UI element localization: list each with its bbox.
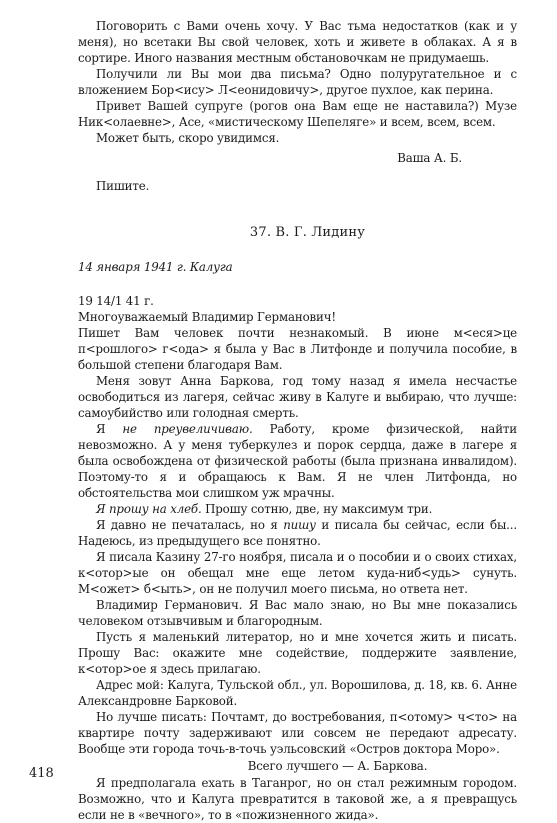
letter-dateline: 14 января 1941 г. Калуга — [78, 260, 233, 274]
emphasis: пишу — [283, 518, 316, 532]
paragraph: Я предполагала ехать в Таганрог, но он стал режимным городом. Возможно, что и Калуга превратится в таковой же, а я превращусь если не в «вечного», то в «пожизненного жида». — [78, 776, 517, 822]
text-run: Я давно не печаталась, но я — [96, 518, 284, 532]
page-body — [78, 18, 517, 823]
emphasis: Я прошу на хлеб. — [96, 502, 202, 516]
paragraph: Я писала Казину 27-го ноября, писала и о пособии и о своих стихах, к<отор>ые он обещал мне еще летом куда-ниб<удь> сунуть. М<ожет> б<ыть>, он не получил моего письма, но ответа нет. — [78, 550, 517, 596]
paragraph — [78, 517, 517, 549]
emphasis: не преувеличиваю. — [122, 422, 253, 436]
signature: Ваша А. Б. — [397, 151, 462, 165]
paragraph: Владимир Германович. Я Вас мало знаю, но Вы мне показались человеком отзывчивым и благородным. — [78, 598, 517, 628]
paragraph: Получили ли Вы мои два письма? Одно полуругательное и с вложением Бор<ису> Л<еонидовичу>, другое пухлое, как перина. — [78, 67, 517, 97]
paragraph: Но лучше писать: Почтамт, до востребования, п<отому> ч<то> на квартире почту задерживают или совсем не передают адресату. Вообще эти города точь-в-точь уэльсовский «Остров доктора Моро». — [78, 710, 517, 756]
letter-date: 19 14/1 41 г. — [78, 294, 154, 308]
page-number: 418 — [29, 766, 54, 781]
text-run: Я — [96, 422, 123, 436]
text-run: Прошу сотню, две, ну максимум три. — [201, 502, 433, 516]
text-run: и писала бы сейчас, если бы... Надеюсь, из предыдущего все понятно. — [78, 518, 517, 548]
paragraph: Пусть я маленький литератор, но и мне хочется жить и писать. Прошу Вас: окажите мне содействие, поддержите заявление, к<отор>ое я здесь прилагаю. — [78, 630, 517, 676]
letter-greeting: Многоуважаемый Владимир Германович! — [78, 310, 336, 324]
paragraph: Пишет Вам человек почти незнакомый. В июне м<еся>це п<рошлого> г<ода> я была у Вас в Литфонде и получила пособие, в большой степени благодаря Вам. — [78, 326, 517, 372]
paragraph — [78, 421, 517, 501]
paragraph: Поговорить с Вами очень хочу. У Вас тьма недостатков (как и у меня), но всетаки Вы свой человек, хоть и живете в облаках. А я в сортире. Иного названия местным обстановочкам не придумаешь. — [78, 19, 517, 65]
paragraph: Адрес мой: Калуга, Тульской обл., ул. Ворошилова, д. 18, кв. 6. Анне Александровне Барковой. — [78, 678, 517, 708]
postscript: Пишите. — [96, 179, 150, 193]
text-run: Работу, кроме физической, найти невозможно. А у меня туберкулез и порок сердца, даже в лагере я была освобождена от физической работы (была признана инвалидом). Поэтому-то я и обращаюсь к Вам. Я не член Литфонда, но обстоятельства мои слишком уж мрачны. — [78, 422, 517, 500]
letter-closing: Всего лучшего — А. Баркова. — [247, 759, 428, 773]
paragraph — [78, 501, 517, 517]
paragraph: Меня зовут Анна Баркова, год тому назад я имела несчастье освободиться из лагеря, сейчас живу в Калуге и выбираю, что лучше: самоубийство или голодная смерть. — [78, 374, 517, 420]
paragraph: Может быть, скоро увидимся. — [96, 131, 280, 145]
paragraph: Привет Вашей супруге (рогов она Вам еще не наставила?) Музе Ник<олаевне>, Асе, «мистическому Шепеляге» и всем, всем, всем. — [78, 99, 517, 129]
letter-heading: 37. В. Г. Лидину — [249, 225, 366, 240]
